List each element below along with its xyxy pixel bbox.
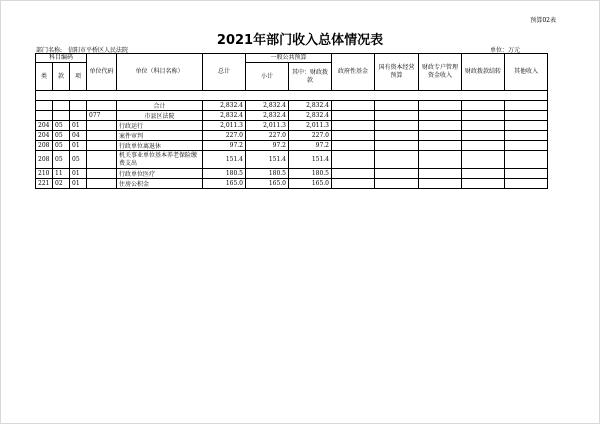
col-lei: 类 — [36, 63, 53, 91]
table-row — [36, 151, 548, 169]
cell-special-account — [419, 121, 462, 131]
cell-subtotal: 2,832.4 — [246, 101, 289, 111]
cell-special-account — [419, 111, 462, 121]
cell-special-account — [419, 151, 462, 169]
cell-total: 2,832.4 — [203, 111, 246, 121]
cell-kuan — [53, 111, 70, 121]
cell-subtotal: 180.5 — [246, 169, 289, 179]
table-row — [36, 179, 548, 189]
cell-state-capital — [375, 111, 419, 121]
cell-xiang: 01 — [70, 169, 87, 179]
col-unit-code: 单位代码 — [87, 54, 117, 91]
cell-subtotal: 97.2 — [246, 141, 289, 151]
cell-total: 165.0 — [203, 179, 246, 189]
col-other-income: 其他收入 — [505, 54, 548, 91]
cell-gov-fund — [332, 151, 375, 169]
cell-fiscal: 180.5 — [289, 169, 332, 179]
cell-code — [87, 131, 117, 141]
cell-state-capital — [375, 131, 419, 141]
cell-code — [87, 101, 117, 111]
cell-carryover — [462, 169, 505, 179]
cell-lei: 208 — [36, 141, 53, 151]
cell-name: 市县区法院 — [117, 111, 203, 121]
cell-subtotal: 2,832.4 — [246, 111, 289, 121]
cell-lei: 204 — [36, 131, 53, 141]
cell-other-income — [505, 121, 548, 131]
income-table — [35, 53, 548, 189]
cell-lei — [36, 111, 53, 121]
cell-carryover — [462, 121, 505, 131]
department-name: 信阳市平桥区人民法院 — [68, 47, 129, 54]
cell-special-account — [419, 101, 462, 111]
page-title: 2021年部门收入总体情况表 — [216, 33, 384, 48]
cell-special-account — [419, 179, 462, 189]
cell-total: 2,011.3 — [203, 121, 246, 131]
cell-lei: 210 — [36, 169, 53, 179]
cell-lei: 208 — [36, 151, 53, 169]
cell-kuan — [53, 101, 70, 111]
cell-total: 180.5 — [203, 169, 246, 179]
cell-other-income — [505, 101, 548, 111]
cell-xiang: 01 — [70, 121, 87, 131]
table-row — [36, 111, 548, 121]
col-fiscal-appropriation: 其中：财政拨款 — [289, 63, 332, 91]
col-state-capital: 国有资本经营预算 — [375, 54, 419, 91]
cell-gov-fund — [332, 121, 375, 131]
cell-subtotal: 2,011.3 — [246, 121, 289, 131]
cell-kuan: 05 — [53, 131, 70, 141]
cell-state-capital — [375, 179, 419, 189]
cell-total: 97.2 — [203, 141, 246, 151]
cell-special-account — [419, 131, 462, 141]
table-row — [36, 131, 548, 141]
table-row — [36, 169, 548, 179]
col-unit-name: 单位（科目名称） — [117, 54, 203, 91]
cell-code: 077 — [87, 111, 117, 121]
cell-code — [87, 169, 117, 179]
cell-name: 住房公积金 — [117, 179, 203, 189]
unit-label: 单位：万元 — [489, 47, 520, 54]
cell-code — [87, 179, 117, 189]
cell-other-income — [505, 169, 548, 179]
cell-state-capital — [375, 151, 419, 169]
cell-subtotal: 151.4 — [246, 151, 289, 169]
cell-lei: 204 — [36, 121, 53, 131]
cell-xiang — [70, 101, 87, 111]
cell-fiscal: 97.2 — [289, 141, 332, 151]
cell-total: 2,832.4 — [203, 101, 246, 111]
table-row — [36, 121, 548, 131]
cell-gov-fund — [332, 131, 375, 141]
cell-xiang — [70, 111, 87, 121]
cell-fiscal: 151.4 — [289, 151, 332, 169]
cell-xiang: 04 — [70, 131, 87, 141]
col-special-account: 财政专户管理资金收入 — [419, 54, 462, 91]
cell-subtotal: 165.0 — [246, 179, 289, 189]
cell-total: 151.4 — [203, 151, 246, 169]
cell-fiscal: 165.0 — [289, 179, 332, 189]
cell-name: 机关事业单位基本养老保险缴费支出 — [117, 151, 203, 169]
col-total: 总计 — [203, 54, 246, 91]
cell-xiang: 01 — [70, 179, 87, 189]
cell-name: 行政运行 — [117, 121, 203, 131]
cell-kuan: 11 — [53, 169, 70, 179]
cell-carryover — [462, 151, 505, 169]
table-row — [36, 101, 548, 111]
cell-code — [87, 151, 117, 169]
spacer-row — [36, 91, 548, 101]
cell-state-capital — [375, 101, 419, 111]
cell-fiscal: 2,832.4 — [289, 101, 332, 111]
cell-lei — [36, 101, 53, 111]
cell-other-income — [505, 141, 548, 151]
cell-special-account — [419, 169, 462, 179]
col-xiang: 项 — [70, 63, 87, 91]
col-subtotal: 小计 — [246, 63, 289, 91]
col-kuan: 款 — [53, 63, 70, 91]
cell-name: 行政单位离退休 — [117, 141, 203, 151]
cell-carryover — [462, 131, 505, 141]
cell-code — [87, 141, 117, 151]
cell-fiscal: 227.0 — [289, 131, 332, 141]
cell-other-income — [505, 111, 548, 121]
form-code: 预算02表 — [530, 17, 556, 24]
cell-state-capital — [375, 169, 419, 179]
cell-subtotal: 227.0 — [246, 131, 289, 141]
cell-fiscal: 2,011.3 — [289, 121, 332, 131]
cell-code — [87, 121, 117, 131]
cell-name: 案件审判 — [117, 131, 203, 141]
cell-xiang: 01 — [70, 141, 87, 151]
cell-carryover — [462, 179, 505, 189]
cell-gov-fund — [332, 141, 375, 151]
col-subject-code: 科目编码 — [36, 54, 87, 63]
cell-kuan: 05 — [53, 141, 70, 151]
cell-gov-fund — [332, 111, 375, 121]
cell-kuan: 05 — [53, 151, 70, 169]
col-gov-fund: 政府性基金 — [332, 54, 375, 91]
cell-xiang: 05 — [70, 151, 87, 169]
cell-gov-fund — [332, 179, 375, 189]
department-label: 部门名称: — [36, 47, 63, 54]
cell-state-capital — [375, 141, 419, 151]
col-carryover: 财政拨款结转 — [462, 54, 505, 91]
cell-fiscal: 2,832.4 — [289, 111, 332, 121]
cell-gov-fund — [332, 101, 375, 111]
cell-lei: 221 — [36, 179, 53, 189]
cell-special-account — [419, 141, 462, 151]
cell-carryover — [462, 111, 505, 121]
cell-kuan: 05 — [53, 121, 70, 131]
cell-gov-fund — [332, 169, 375, 179]
cell-other-income — [505, 179, 548, 189]
col-general-budget: 一般公共预算 — [246, 54, 332, 63]
cell-total: 227.0 — [203, 131, 246, 141]
cell-carryover — [462, 141, 505, 151]
cell-state-capital — [375, 121, 419, 131]
cell-other-income — [505, 131, 548, 141]
table-row — [36, 141, 548, 151]
cell-other-income — [505, 151, 548, 169]
cell-name: 合计 — [117, 101, 203, 111]
cell-name: 行政单位医疗 — [117, 169, 203, 179]
cell-carryover — [462, 101, 505, 111]
cell-kuan: 02 — [53, 179, 70, 189]
